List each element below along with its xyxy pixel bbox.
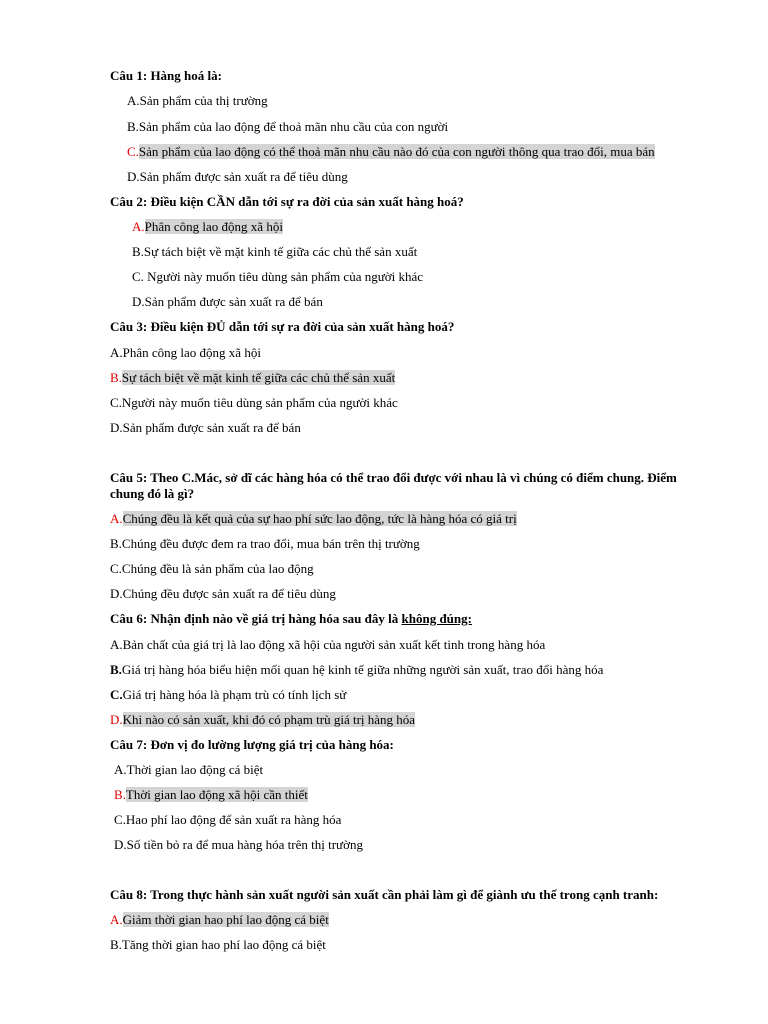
question-6-option-c <box>110 687 346 703</box>
option-letter: B. <box>132 244 144 259</box>
question-5-option-b <box>110 536 420 552</box>
question-2-option-a-answer <box>132 219 283 235</box>
question-5-option-c <box>110 561 314 577</box>
question-6-option-b <box>110 662 603 678</box>
question-6-title <box>110 611 472 627</box>
option-text-highlighted: Khi nào có sản xuất, khi đó có phạm trù giá trị hàng hóa <box>122 712 416 727</box>
option-letter: A. <box>114 762 127 777</box>
option-text: Phân công lao động xã hội <box>122 345 261 360</box>
option-text: Sự tách biệt về mặt kinh tế giữa các chủ thể sản xuất <box>143 244 418 259</box>
question-5-option-d <box>110 586 336 602</box>
question-1-option-b <box>127 119 448 135</box>
option-letter: A. <box>127 93 140 108</box>
question-7-option-c <box>114 812 341 828</box>
question-1-title: Câu 1: Hàng hoá là: <box>110 68 222 83</box>
option-text-highlighted: Giảm thời gian hao phí lao động cá biệt <box>122 912 329 927</box>
option-text-highlighted: Sự tách biệt về mặt kinh tế giữa các chủ thể sản xuất <box>121 370 396 385</box>
question-2-option-c <box>132 269 423 285</box>
option-text: Sản phẩm của thị trường <box>139 93 268 108</box>
option-letter: A. <box>110 511 123 526</box>
option-letter: A. <box>110 345 123 360</box>
question-3-option-d <box>110 420 301 436</box>
question-3-option-a <box>110 345 261 361</box>
option-text-highlighted: Chúng đều là kết quả của sự hao phí sức lao động, tức là hàng hóa có giá trị <box>122 511 517 526</box>
option-text: Tăng thời gian hao phí lao động cá biệt <box>121 937 326 952</box>
option-letter: C. <box>110 395 122 410</box>
option-letter: B. <box>127 119 139 134</box>
option-letter: B. <box>110 370 122 385</box>
question-1-option-a <box>127 93 268 109</box>
option-letter: D. <box>132 294 145 309</box>
question-5-title: Câu 5: Theo C.Mác, sở dĩ các hàng hóa có thể trao đổi được với nhau là vì chúng có điểm chung. Điểm chung đó là gì? <box>110 470 677 501</box>
option-text: Giá trị hàng hóa biểu hiện mối quan hệ kinh tế giữa những người sản xuất, trao đổi hàng hóa <box>121 662 604 677</box>
option-text-highlighted: Phân công lao động xã hội <box>144 219 283 234</box>
question-6-option-d-answer <box>110 712 415 728</box>
question-7-title: Câu 7: Đơn vị đo lường lượng giá trị của hàng hóa: <box>110 737 394 752</box>
option-text: Chúng đều được sản xuất ra để tiêu dùng <box>122 586 336 601</box>
option-letter: B. <box>110 662 122 677</box>
option-text: Thời gian lao động cá biệt <box>126 762 264 777</box>
option-text: Sản phẩm được sản xuất ra để bán <box>144 294 323 309</box>
option-letter: D. <box>127 169 140 184</box>
option-text: Bản chất của giá trị là lao động xã hội của người sản xuất kết tinh trong hàng hóa <box>122 637 546 652</box>
option-letter: D. <box>114 837 127 852</box>
question-3-option-b-answer <box>110 370 395 386</box>
question-7-option-a <box>114 762 263 778</box>
option-letter: C. <box>132 269 144 284</box>
option-text-highlighted: Sản phẩm của lao động có thể thoả mãn nhu cầu nào đó của con người thông qua trao đổi, mua bán <box>138 144 655 159</box>
option-text: Giá trị hàng hóa là phạm trù có tính lịch sử <box>122 687 347 702</box>
question-3-option-c <box>110 395 398 411</box>
question-1-option-c-answer <box>127 144 655 160</box>
question-8-title: Câu 8: Trong thực hành sản xuất người sản xuất cần phải làm gì để giành ưu thế trong cạnh tranh: <box>110 887 659 902</box>
option-letter: D. <box>110 712 123 727</box>
option-letter: B. <box>110 937 122 952</box>
option-text: Chúng đều là sản phẩm của lao động <box>121 561 314 576</box>
option-letter: C. <box>127 144 139 159</box>
question-3-title: Câu 3: Điều kiện ĐỦ dẫn tới sự ra đời của sản xuất hàng hoá? <box>110 319 455 334</box>
question-7-option-b-answer <box>114 787 308 803</box>
option-letter: C. <box>110 687 123 702</box>
option-letter: B. <box>114 787 126 802</box>
option-letter: A. <box>110 637 123 652</box>
option-letter: A. <box>132 219 145 234</box>
option-text: Sản phẩm được sản xuất ra để tiêu dùng <box>139 169 348 184</box>
option-text-highlighted: Thời gian lao động xã hội cần thiết <box>125 787 308 802</box>
option-letter: D. <box>110 586 123 601</box>
option-text: Sản phẩm được sản xuất ra để bán <box>122 420 301 435</box>
option-text: Người này muốn tiêu dùng sản phẩm của người khác <box>121 395 398 410</box>
question-7-option-d <box>114 837 363 853</box>
option-text: Số tiền bỏ ra để mua hàng hóa trên thị trường <box>126 837 363 852</box>
question-6-title-text: Câu 6: Nhận định nào về giá trị hàng hóa sau đây là <box>110 611 402 626</box>
option-letter: B. <box>110 536 122 551</box>
question-5-option-a-answer <box>110 511 517 527</box>
question-8-option-b <box>110 937 326 953</box>
question-6-option-a <box>110 637 545 653</box>
option-text: Người này muốn tiêu dùng sản phẩm của người khác <box>143 269 424 284</box>
option-letter: C. <box>110 561 122 576</box>
question-2-title: Câu 2: Điều kiện CẦN dẫn tới sự ra đời của sản xuất hàng hoá? <box>110 194 464 209</box>
option-letter: A. <box>110 912 123 927</box>
option-text: Chúng đều được đem ra trao đổi, mua bán trên thị trường <box>121 536 420 551</box>
option-letter: C. <box>114 812 126 827</box>
option-text: Sản phẩm của lao động để thoả mãn nhu cầu của con người <box>138 119 449 134</box>
question-1-option-d <box>127 169 348 185</box>
option-text: Hao phí lao động để sản xuất ra hàng hóa <box>125 812 342 827</box>
question-2-option-b <box>132 244 417 260</box>
question-6-title-underlined: không đúng: <box>401 611 472 626</box>
option-letter: D. <box>110 420 123 435</box>
question-2-option-d <box>132 294 323 310</box>
question-8-option-a-answer <box>110 912 329 928</box>
